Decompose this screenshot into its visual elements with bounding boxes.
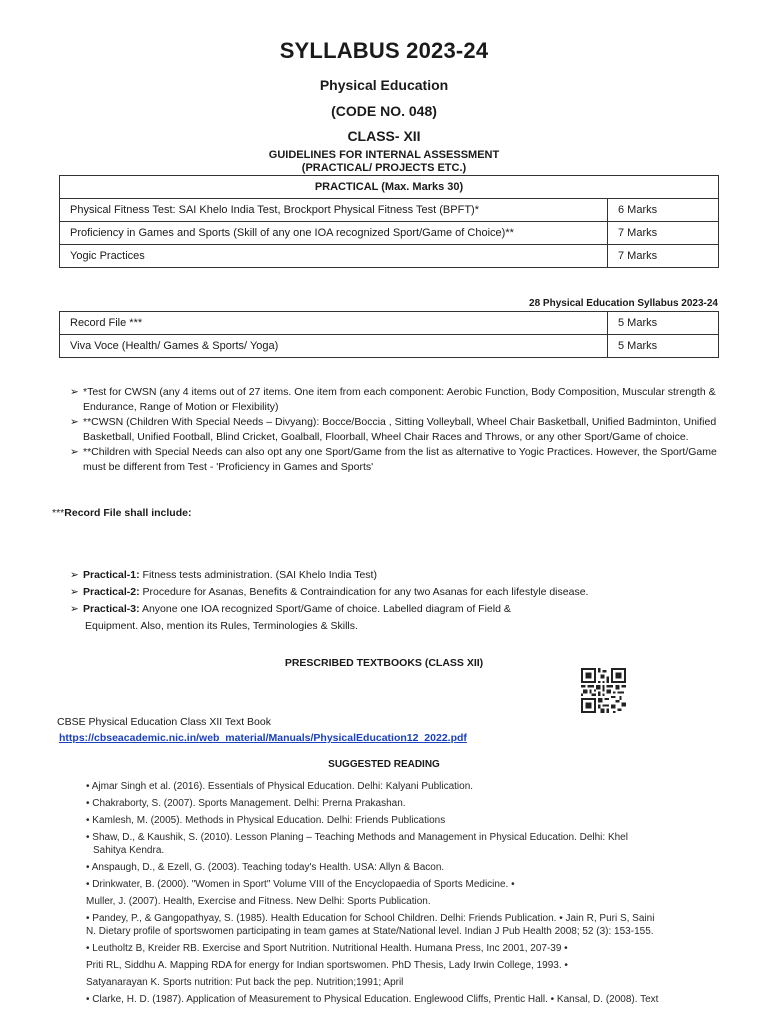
practical-text: Procedure for Asanas, Benefits & Contraindication for any two Asanas for each lifestyle disease. (139, 586, 589, 598)
reference-item: • Anspaugh, D., & Ezell, G. (2003). Teaching today's Health. USA: Allyn & Bacon. (86, 862, 445, 873)
arrow-bullet-icon: ➢ (70, 569, 79, 581)
record-label: Record File shall include: (64, 507, 192, 519)
arrow-bullet-icon: ➢ (70, 386, 79, 398)
practical-item (70, 601, 710, 618)
qr-code-icon (581, 668, 626, 713)
practical-continuation: Equipment. Also, mention its Rules, Terminologies & Skills. (85, 620, 358, 632)
table-cell-item: Viva Voce (Health/ Games & Sports/ Yoga) (60, 335, 608, 358)
table-row (60, 199, 719, 222)
table-cell-marks: 6 Marks (608, 199, 719, 222)
page-title: SYLLABUS 2023-24 (279, 38, 489, 63)
subject-code: (CODE NO. 048) (331, 103, 437, 119)
reference-item: Priti RL, Siddhu A. Mapping RDA for energy for Indian sportswomen. PhD Thesis, Lady Irwin College, 1993. • (86, 960, 568, 971)
practical-text: Anyone one IOA recognized Sport/Game of choice. Labelled diagram of Field & (139, 603, 511, 615)
suggested-reading-heading: SUGGESTED READING (328, 759, 440, 770)
table-row (60, 245, 719, 268)
reference-item: • Shaw, D., & Kaushik, S. (2010). Lesson Planing – Teaching Methods and Management in Physical Education. Delhi: Khel (86, 832, 628, 843)
reference-item: • Clarke, H. D. (1987). Application of Measurement to Physical Education. Englewood Cliffs, Prentic Hall. • Kansal, D. (2008). Text (86, 994, 659, 1005)
reference-item: • Kamlesh, M. (2005). Methods in Physical Education. Delhi: Friends Publications (86, 815, 446, 826)
record-file-heading (52, 507, 191, 519)
table-cell-marks: 7 Marks (608, 222, 719, 245)
guidelines-subtitle: (PRACTICAL/ PROJECTS ETC.) (301, 162, 467, 174)
reference-item: • Chakraborty, S. (2007). Sports Management. Delhi: Prerna Prakashan. (86, 798, 406, 809)
running-page-header: 28 Physical Education Syllabus 2023-24 (529, 298, 718, 309)
practical-item (70, 567, 710, 584)
reference-item: Muller, J. (2007). Health, Exercise and Fitness. New Delhi: Sports Publication. (86, 896, 431, 907)
footnote-item (70, 445, 720, 474)
table-cell-marks: 7 Marks (608, 245, 719, 268)
textbook-name: CBSE Physical Education Class XII Text Book (57, 716, 271, 728)
table-cell-marks: 5 Marks (608, 312, 719, 335)
record-viva-table (59, 311, 719, 358)
reference-item: Satyanarayan K. Sports nutrition: Put back the pep. Nutrition;1991; April (86, 977, 404, 988)
table-cell-marks: 5 Marks (608, 335, 719, 358)
footnote-item (70, 415, 720, 444)
guidelines-title: GUIDELINES FOR INTERNAL ASSESSMENT (268, 149, 500, 161)
arrow-bullet-icon: ➢ (70, 416, 79, 428)
textbooks-heading: PRESCRIBED TEXTBOOKS (CLASS XII) (284, 657, 484, 669)
practical-label: Practical-3: (83, 603, 140, 615)
reference-item: • Drinkwater, B. (2000). "Women in Sport" Volume VIII of the Encyclopaedia of Sports Medicine. • (86, 879, 515, 890)
table-row (60, 335, 719, 358)
footnote-item (70, 385, 720, 414)
table-row (60, 222, 719, 245)
practicals-list (70, 567, 710, 635)
table-cell-item: Yogic Practices (60, 245, 608, 268)
reference-item: • Pandey, P., & Gangopathyay, S. (1985). Health Education for School Children. Delhi: Friends Publication. • Jain R, Puri S, Saini (86, 913, 655, 924)
reference-item-continuation: N. Dietary profile of sportswomen participating in team games at State/National level. Indian J Pub Health 2008; 52 (3): 153-155. (86, 926, 654, 937)
practical-text: Fitness tests administration. (SAI Khelo India Test) (139, 569, 377, 581)
reference-item: • Leutholtz B, Kreider RB. Exercise and Sport Nutrition. Nutritional Health. Humana Press, Inc 2001, 207-39 • (86, 943, 568, 954)
table-heading: PRACTICAL (Max. Marks 30) (60, 176, 719, 199)
table-header-row (60, 176, 719, 199)
footnote-text: **Children with Special Needs can also opt any one Sport/Game from the list as alternative to Yogic Practices. However, the Sport/Game must be different from Test - 'Proficiency in Games and Sports' (83, 446, 717, 473)
suggested-reading-list (86, 780, 726, 1006)
arrow-bullet-icon: ➢ (70, 446, 79, 458)
table-row (60, 312, 719, 335)
practical-label: Practical-1: (83, 569, 140, 581)
subject-title: Physical Education (319, 77, 449, 93)
table-cell-item: Proficiency in Games and Sports (Skill of any one IOA recognized Sport/Game of Choice)** (60, 222, 608, 245)
arrow-bullet-icon: ➢ (70, 603, 79, 615)
arrow-bullet-icon: ➢ (70, 586, 79, 598)
reference-item-continuation: Sahitya Kendra. (93, 845, 165, 856)
footnotes-list (70, 385, 720, 475)
practical-label: Practical-2: (83, 586, 140, 598)
footnote-text: *Test for CWSN (any 4 items out of 27 items. One item from each component: Aerobic Function, Body Composition, Muscular strength & Endurance, Range of Motion or Flexibility) (83, 386, 716, 413)
textbook-link[interactable]: https://cbseacademic.nic.in/web_material/Manuals/PhysicalEducation12_2022.pdf (59, 732, 467, 744)
table-cell-item: Physical Fitness Test: SAI Khelo India Test, Brockport Physical Fitness Test (BPFT)* (60, 199, 608, 222)
practical-marks-table (59, 175, 719, 268)
table-cell-item: Record File *** (60, 312, 608, 335)
footnote-text: **CWSN (Children With Special Needs – Divyang): Bocce/Boccia , Sitting Volleyball, Wheel Chair Basketball, Unified Badminton, Unified Basketball, Unified Football, Blind Cricket, Goalball, Floorball, Wheel Chair Races and Throws, or any other Sport/Game of choice. (83, 416, 717, 443)
reference-item: • Ajmar Singh et al. (2016). Essentials of Physical Education. Delhi: Kalyani Publication. (86, 781, 474, 792)
record-stars: *** (52, 507, 65, 519)
practical-item (70, 584, 710, 601)
class-title: CLASS- XII (347, 128, 421, 144)
